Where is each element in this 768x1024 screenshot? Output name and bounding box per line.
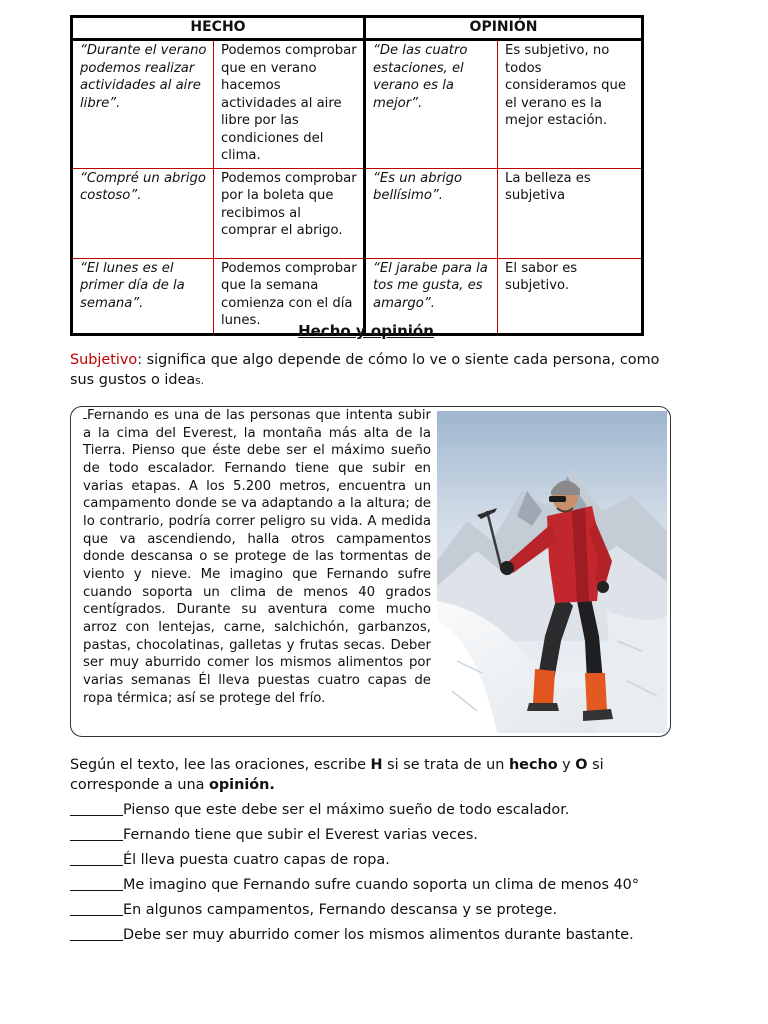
definition-text: : significa que algo depende de cómo lo ve o siente cada persona, como sus gustos o idea bbox=[70, 352, 660, 388]
list-item bbox=[70, 923, 690, 948]
hecho-opinion-table bbox=[70, 15, 644, 336]
reading-text bbox=[83, 407, 431, 707]
opinion-reason: El sabor es subjetivo. bbox=[505, 260, 578, 293]
answer-blank[interactable] bbox=[70, 925, 123, 941]
opinion-example: “Es un abrigo bellísimo”. bbox=[365, 168, 498, 258]
header-hecho: HECHO bbox=[72, 17, 365, 40]
instr-opinion: opinión. bbox=[208, 777, 275, 793]
instr-hecho: hecho bbox=[508, 757, 558, 773]
instr-text: y bbox=[557, 757, 576, 773]
question-text: Me imagino que Fernando sufre cuando soporta un clima de menos 40° bbox=[123, 877, 640, 893]
question-text: Debe ser muy aburrido comer los mismos alimentos durante bastante. bbox=[123, 927, 634, 943]
list-item bbox=[70, 873, 690, 898]
list-item bbox=[70, 798, 690, 823]
instr-o: O bbox=[575, 757, 588, 773]
question-text: Pienso que este debe ser el máximo sueño de todo escalador. bbox=[123, 802, 570, 818]
answer-blank[interactable] bbox=[70, 900, 123, 916]
table-row bbox=[72, 40, 643, 169]
hecho-example: “Durante el verano podemos realizar actividades al aire libre”. bbox=[72, 40, 214, 169]
table-row bbox=[72, 168, 643, 258]
list-item bbox=[70, 848, 690, 873]
hecho-reason: Podemos comprobar por la boleta que recibimos al comprar el abrigo. bbox=[214, 168, 365, 258]
list-item bbox=[70, 898, 690, 923]
answer-blank[interactable] bbox=[70, 800, 123, 816]
question-text: En algunos campamentos, Fernando descansa y se protege. bbox=[123, 902, 558, 918]
answer-blank[interactable] bbox=[70, 875, 123, 891]
instr-h: H bbox=[370, 757, 383, 773]
opinion-reason: Es subjetivo, no todos consideramos que el verano es la mejor estación. bbox=[498, 40, 643, 169]
opinion-example: “De las cuatro estaciones, el verano es la mejor”. bbox=[365, 40, 498, 169]
section-title: Hecho y opinión bbox=[298, 322, 434, 340]
question-text: Fernando tiene que subir el Everest varias veces. bbox=[123, 827, 478, 843]
definition-term: Subjetivo bbox=[70, 352, 138, 368]
instr-text: si se trata de un bbox=[382, 757, 509, 773]
table-header-row bbox=[72, 17, 643, 40]
answer-blank[interactable] bbox=[70, 825, 123, 841]
question-text: Él lleva puesta cuatro capas de ropa. bbox=[123, 852, 390, 868]
header-opinion: OPINIÓN bbox=[365, 17, 643, 40]
question-list bbox=[70, 798, 690, 948]
hecho-reason: Podemos comprobar que en verano hacemos actividades al aire libre por las condiciones del clima. bbox=[214, 40, 365, 169]
hecho-example: “El lunes es el primer día de la semana”. bbox=[72, 258, 214, 334]
opinion-example: “El jarabe para la tos me gusta, es amargo”. bbox=[365, 258, 498, 334]
hecho-reason: Podemos comprobar que la semana comienza con el día lunes. bbox=[214, 258, 365, 334]
opinion-reason: La belleza es subjetiva bbox=[498, 168, 643, 258]
instr-text: Según el texto, lee las oraciones, escribe bbox=[70, 757, 371, 773]
reading-box bbox=[70, 406, 671, 737]
reading-body: Fernando es una de las personas que intenta subir a la cima del Everest, la montaña más alta de la Tierra. Pienso que éste debe ser el máximo sueño de todo escalador. Fernando tiene que subir en varias etapas. A los 5.200 metros, encuentra un campamento donde se va adaptando a la altura; de lo contrario, podría correr peligro su vida. A medida que va ascendiendo, halla otros campamentos donde descansa o se protege de las tormentas de viento y nieve. Me imagino que Fernando sufre cuando soporta un clima de menos 40 grados centígrados. Durante su aventura come mucho arroz con lentejas, carne, salchichón, garbanzos, pastas, chocolatinas, galletas y frutas secas. Deber ser muy aburrido comer los mismos alimentos por varias semanas Él lleva puestas cuatro capas de ropa térmica; así se protege del frío. bbox=[83, 408, 431, 706]
list-item bbox=[70, 823, 690, 848]
answer-blank[interactable] bbox=[70, 850, 123, 866]
hecho-example: “Compré un abrigo costoso”. bbox=[72, 168, 214, 258]
climber-photo bbox=[437, 411, 667, 733]
instructions bbox=[70, 755, 630, 795]
definition-paragraph bbox=[70, 350, 670, 391]
definition-tail: s. bbox=[195, 375, 204, 387]
instr-text: si corresponde a una bbox=[70, 757, 604, 793]
